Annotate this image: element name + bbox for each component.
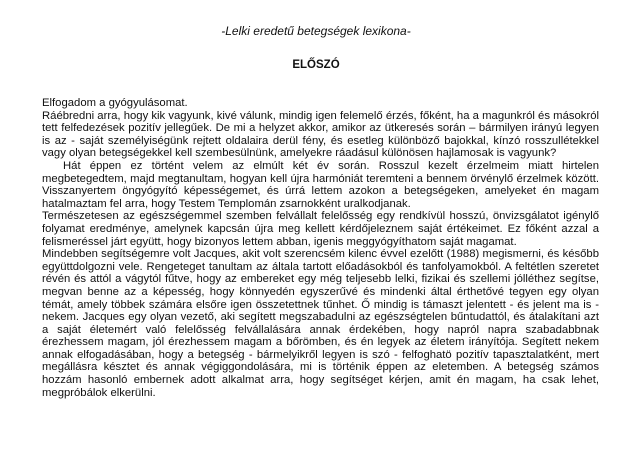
paragraph: Természetesen az egészségemmel szemben felvállalt felelősség egy rendkívül hosszú, önvizsgálatot igénylő folyamat eredménye, amelynek kapcsán újra meg kellett kérdőjeleznem saját értékeimet. Ez főként azzal a felismeréssel járt együtt, hogy bizonyos lettem abban, igenis meggyógyíthatom saját magamat. [42,210,599,248]
document-body [42,97,599,399]
paragraph: Ráébredni arra, hogy kik vagyunk, kivé válunk, mindig igen felemelő érzés, főként, ha a magunkról és másokról tett felfedezések pozitív jellegűek. De mi a helyzet akkor, amikor az ütkeresés során – bármilyen irányú legyen is az - saját személyiségünk rejtett oldalaira derül fény, és esetleg különböző bajokkal, kínzó rosszullétekkel vagy olyan betegségekkel kell szembesülnünk, amelyekre ráadásul különösen hajlamosak is vagyunk? [42,109,599,160]
paragraph: Hát éppen ez történt velem az elmúlt két év során. Rosszul kezelt érzelmeim miatt hirtelen megbetegedtem, majd megtanultam, hogyan kell újra harmóniát teremteni a bennem örvénylő érzelmek között. Visszanyertem öngyógyító képességemet, és úrrá lettem azokon a betegségeken, amelyeket én magam hatalmaztam fel arra, hogy Testem Templomán zsarnokként uralkodjanak. [42,159,599,210]
paragraph-opening: Elfogadom a gyógyulásomat. [42,97,188,109]
page-title: ELŐSZÓ [292,59,340,71]
paragraph: Mindebben segítségemre volt Jacques, akit volt szerencsém kilenc évvel ezelőtt (1988) megismerni, és később együttdolgozni vele. Rengeteget tanultam az általa tartott előadásokból és tanfolyamokból. A feltétlen szeretet révén és attól a vágytól fűtve, hogy az embereket egy még teljesebb lelki, fizikai és szellemi jólléthez segítse, megvan benne az a képesség, hogy könnyedén egyszerűvé és mindenki által érthetővé tegyen egy olyan témát, amely többek számára elsőre igen összetettnek tűnhet. Ő mindig is támaszt jelentett - és jelent ma is - nekem. Jacques egy olyan vezető, aki segített megszabadulni az egészségtelen bűntudattól, és átalakítani azt a saját életemért való felelősség felvállalására annak érdekében, hogy napról napra szabadabbnak érezhessem magam, jól érezhessem magam a bőrömben, és én legyek az életem irányítója. Segített nekem annak elfogadásában, hogy a betegség - bármelyikről legyen is szó - felfoghatö pozitív tapasztalatként, mert megállásra késztet és annak végiggondolására, mi is történik éppen az eletemben. A betegség számos hozzám hasonló embernek adott alkalmat arra, hogy segítséget kérjen, amit én magam, ha csak lehet, megpróbálok elkerülni. [42,248,599,399]
running-header: -Lelki eredetű betegségek lexikona- [221,24,411,38]
